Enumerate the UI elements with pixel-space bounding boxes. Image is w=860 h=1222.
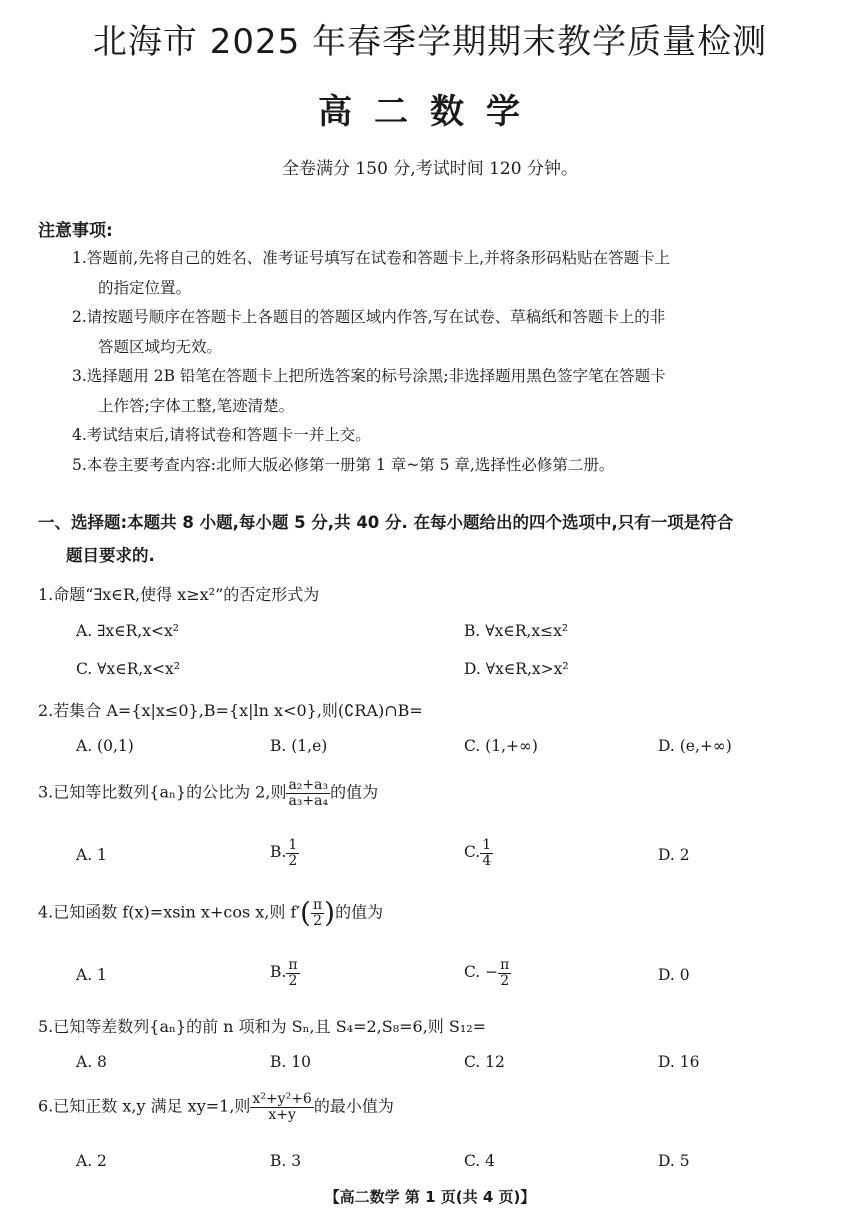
notice-line: 5.本卷主要考查内容:北师大版必修第一册第 1 章~第 5 章,选择性必修第二册。 — [72, 455, 615, 474]
notice-line-cont: 的指定位置。 — [98, 278, 192, 297]
fraction-numerator: π — [500, 957, 510, 973]
fraction-denominator: 2 — [288, 852, 298, 869]
question-6-fraction — [250, 1092, 313, 1122]
question-5-stem: 5.已知等差数列{aₙ}的前 n 项和为 Sₙ,且 S₄=2,S₈=6,则 S₁₂= — [38, 1017, 487, 1036]
option-a: A. 1 — [76, 966, 107, 984]
option-label: C. − — [464, 963, 499, 982]
option-a: A. (0,1) — [76, 737, 134, 755]
option-d: D. 5 — [658, 1152, 690, 1170]
question-6-text: 6.已知正数 x,y 满足 xy=1,则 — [38, 1096, 251, 1116]
fraction-denominator: 2 — [288, 972, 298, 989]
option-d: D. 16 — [658, 1053, 700, 1071]
option-c: C. 12 — [464, 1053, 505, 1071]
notice-line: 2.请按题号顺序在答题卡上各题目的答题区域内作答,写在试卷、草稿纸和答题卡上的非 — [72, 308, 666, 326]
fraction-denominator: 4 — [482, 852, 492, 869]
option-d: D. ∀x∈R,x>x² — [464, 660, 569, 678]
option-a: A. 8 — [76, 1053, 107, 1071]
option-a: A. 2 — [76, 1152, 107, 1170]
fraction-numerator: a₂+a₃ — [288, 777, 329, 793]
notice-item — [72, 303, 832, 362]
option-a: A. 1 — [76, 846, 107, 864]
notice-heading: 注意事项: — [38, 221, 113, 241]
option-label: B. — [270, 843, 287, 862]
score-info: 全卷满分 150 分,考试时间 120 分钟。 — [282, 159, 578, 179]
option-c — [464, 838, 493, 868]
fraction-denominator: 2 — [313, 912, 323, 929]
question-3-fraction — [286, 778, 330, 808]
right-paren: ) — [324, 896, 336, 930]
question-4-text: 4.已知函数 f(x)=xsin x+cos x,则 f′ — [38, 902, 301, 922]
option-fraction — [286, 958, 299, 988]
option-b — [270, 838, 299, 868]
fraction-denominator: x+y — [268, 1106, 296, 1123]
fraction-numerator: 1 — [288, 837, 298, 853]
exam-title: 北海市 2025 年春季学期期末教学质量检测 — [92, 22, 768, 62]
option-a: A. ∃x∈R,x<x² — [76, 622, 179, 640]
question-2-stem: 2.若集合 A={x|x≤0},B={x|ln x<0},则(∁RA)∩B= — [38, 701, 423, 720]
fraction-numerator: π — [288, 957, 298, 973]
notice-line: 4.考试结束后,请将试卷和答题卡一并上交。 — [72, 426, 371, 444]
question-3-text-end: 的值为 — [330, 782, 379, 802]
option-b — [270, 958, 300, 988]
question-3-stem — [38, 778, 378, 808]
option-b: B. 3 — [270, 1152, 302, 1170]
fraction-denominator: 2 — [500, 972, 510, 989]
question-6-text-end: 的最小值为 — [313, 1096, 394, 1116]
page-footer: 【高二数学 第 1 页(共 4 页)】 — [324, 1188, 536, 1206]
option-c: C. 4 — [464, 1152, 496, 1170]
question-4-stem — [38, 898, 383, 928]
notice-line: 3.选择题用 2B 铅笔在答题卡上把所选答案的标号涂黑;非选择题用黑色签字笔在答题卡 — [72, 367, 666, 385]
option-d: D. 2 — [658, 846, 690, 864]
notice-list — [72, 244, 832, 480]
option-d: D. 0 — [658, 966, 690, 984]
option-label: B. — [270, 963, 287, 982]
fraction-numerator: x²+y²+6 — [252, 1091, 312, 1107]
question-4-fraction — [311, 898, 324, 928]
question-6-stem — [38, 1092, 394, 1122]
option-fraction — [286, 838, 299, 868]
section-heading — [38, 506, 828, 572]
option-fraction — [498, 958, 511, 988]
option-c: C. ∀x∈R,x<x² — [76, 660, 181, 678]
option-c — [464, 958, 511, 988]
subject-title: 高二数学 — [318, 92, 542, 132]
option-label: C. — [464, 843, 481, 862]
notice-line-cont: 答题区域均无效。 — [98, 337, 223, 356]
option-c: C. (1,+∞) — [464, 737, 538, 755]
left-paren: ( — [300, 896, 311, 930]
question-1-stem: 1.命题“∃x∈R,使得 x≥x²”的否定形式为 — [38, 585, 320, 604]
notice-line-cont: 上作答;字体工整,笔迹清楚。 — [98, 396, 295, 415]
section-line-cont: 题目要求的. — [66, 546, 155, 565]
fraction-numerator: 1 — [482, 837, 492, 853]
notice-line: 1.答题前,先将自己的姓名、准考证号填写在试卷和答题卡上,并将条形码粘贴在答题卡上 — [72, 249, 671, 267]
section-line: 一、选择题:本题共 8 小题,每小题 5 分,共 40 分. 在每小题给出的四个选项中,只有一项是符合 — [38, 513, 734, 532]
option-fraction — [480, 838, 493, 868]
notice-item — [72, 362, 832, 421]
question-3-text: 3.已知等比数列{aₙ}的公比为 2,则 — [38, 782, 287, 802]
fraction-denominator: a₃+a₄ — [288, 792, 329, 809]
option-d: D. (e,+∞) — [658, 737, 732, 755]
question-4-text-end: 的值为 — [335, 902, 384, 922]
option-b: B. (1,e) — [270, 737, 328, 755]
notice-item — [72, 421, 832, 451]
fraction-numerator: π — [312, 897, 323, 913]
notice-item — [72, 244, 832, 303]
option-b: B. ∀x∈R,x≤x² — [464, 622, 569, 640]
notice-item — [72, 451, 832, 481]
option-b: B. 10 — [270, 1053, 311, 1071]
